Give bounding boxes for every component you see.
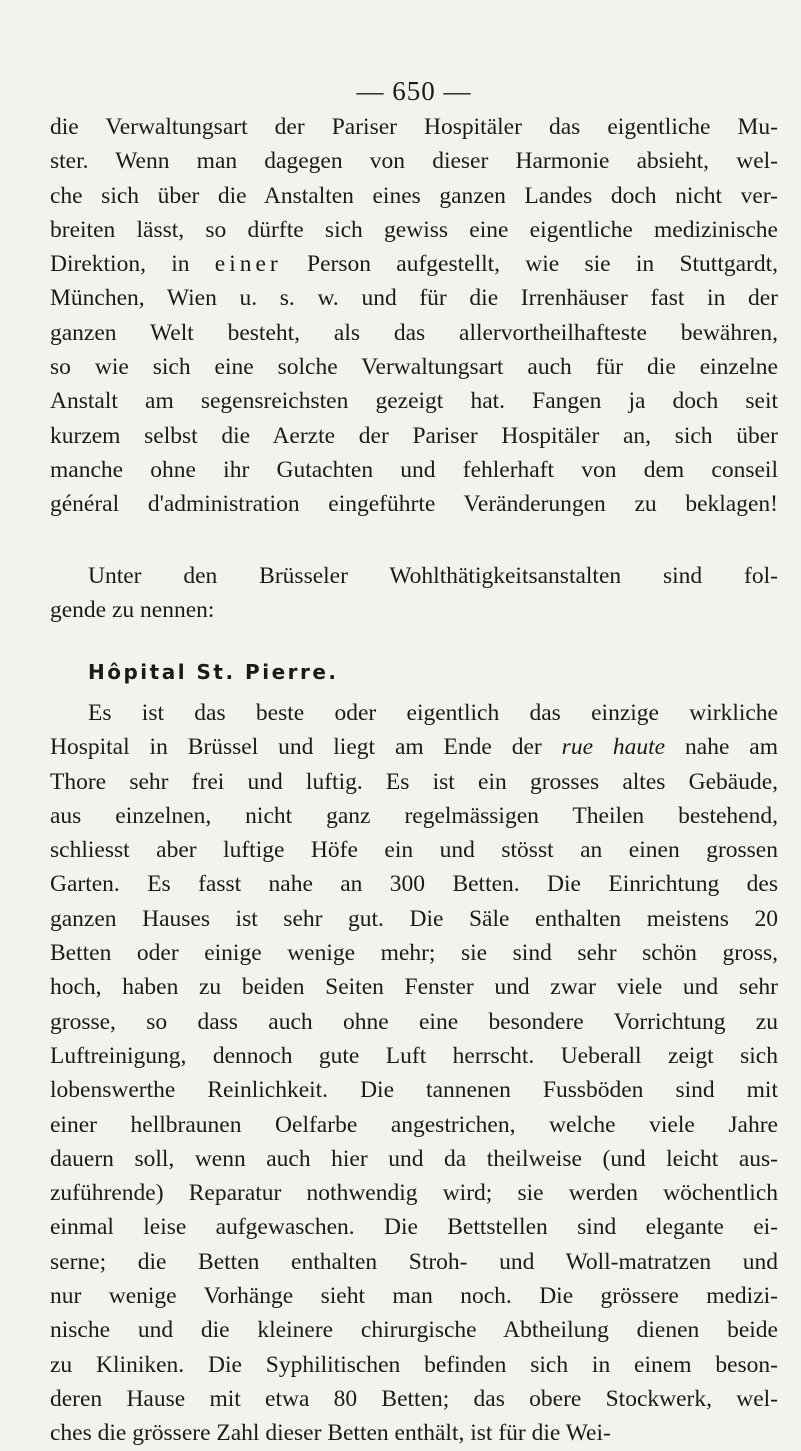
book-page <box>50 0 779 1447</box>
text-line: nische und die kleinere chirurgische Abtheilung dienen beide <box>50 1317 778 1344</box>
text-line: die Verwaltungsart der Pariser Hospitäler das eigentliche Mu- <box>50 114 778 140</box>
text-line: nur wenige Vorhänge sieht man noch. Die grössere medizi- <box>50 1283 778 1310</box>
paragraph-hopital-st-pierre <box>50 696 778 1451</box>
text-fragment: Direktion, in <box>50 251 190 278</box>
text-line: zuführende) Reparatur nothwendig wird; sie werden wöchentlich <box>50 1180 778 1207</box>
text-line: Es ist das beste oder eigentlich das einzige wirkliche <box>88 700 778 726</box>
text-line: Luftreinigung, dennoch gute Luft herrscht. Ueberall zeigt sich <box>50 1042 778 1069</box>
text-line: ster. Wenn man dagegen von dieser Harmonie absieht, wel- <box>50 148 778 175</box>
text-line: ganzen Welt besteht, als das allervortheilhafteste bewähren, <box>50 319 778 346</box>
italic-street-name: rue haute <box>561 734 666 761</box>
text-line: Betten oder einige wenige mehr; sie sind sehr schön gross, <box>50 940 778 967</box>
text-line: einmal leise aufgewaschen. Die Bettstellen sind elegante ei- <box>50 1214 778 1241</box>
text-line: Unter den Brüsseler Wohlthätigkeitsanstalten sind fol- <box>88 563 778 589</box>
paragraph-verwaltungsart <box>50 110 778 522</box>
text-line: München, Wien u. s. w. und für die Irrenhäuser fast in der <box>50 285 778 312</box>
text-line: ches die grössere Zahl dieser Betten enthält, ist für die Wei- <box>50 1420 611 1447</box>
text-line: serne; die Betten enthalten Stroh- und Woll-matratzen und <box>50 1248 778 1275</box>
text-line <box>50 730 778 764</box>
text-line: einer hellbraunen Oelfarbe angestrichen, welche viele Jahre <box>50 1111 778 1138</box>
text-line: hoch, haben zu beiden Seiten Fenster und zwar viele und sehr <box>50 974 778 1001</box>
text-line: aus einzelnen, nicht ganz regelmässigen Theilen bestehend, <box>50 802 778 829</box>
text-line: général d'administration eingeführte Veränderungen zu beklagen! <box>50 491 778 518</box>
paragraph-brüsseler-anstalten <box>50 559 778 628</box>
text-line: Anstalt am segensreichsten gezeigt hat. Fangen ja doch seit <box>50 388 778 415</box>
text-line: lobenswerthe Reinlichkeit. Die tannenen Fussböden sind mit <box>50 1077 778 1104</box>
text-line: gende zu nennen: <box>50 597 215 624</box>
text-line: che sich über die Anstalten eines ganzen Landes doch nicht ver- <box>50 182 778 209</box>
text-line: schliesst aber luftige Höfe ein und stösst an einen grossen <box>50 837 778 864</box>
text-line: grosse, so dass auch ohne eine besondere Vorrichtung zu <box>50 1008 778 1035</box>
text-line: kurzem selbst die Aerzte der Pariser Hospitäler an, sich über <box>50 422 778 449</box>
text-line: so wie sich eine solche Verwaltungsart auch für die einzelne <box>50 354 778 381</box>
text-line: Garten. Es fasst nahe an 300 Betten. Die Einrichtung des <box>50 871 778 898</box>
text-line: dauern soll, wenn auch hier und da theilweise (und leicht aus- <box>50 1145 778 1172</box>
emphasized-word: einer <box>214 251 282 278</box>
text-fragment: Hospital in Brüssel und liegt am Ende der <box>50 734 542 761</box>
text-line: Thore sehr frei und luftig. Es ist ein grosses altes Gebäude, <box>50 768 778 795</box>
section-heading: Hôpital St. Pierre. <box>88 660 339 684</box>
text-line <box>50 247 778 281</box>
text-fragment: Person aufgestellt, wie sie in Stuttgardt, <box>307 251 779 278</box>
text-line: zu Kliniken. Die Syphilitischen befinden sich in einem beson- <box>50 1351 778 1378</box>
text-fragment: nahe am <box>685 734 779 761</box>
text-line: manche ohne ihr Gutachten und fehlerhaft von dem conseil <box>50 456 778 483</box>
text-line: ganzen Hauses ist sehr gut. Die Säle enthalten meistens 20 <box>50 905 778 932</box>
text-line: breiten lässt, so dürfte sich gewiss eine eigentliche medizinische <box>50 216 778 243</box>
text-line: deren Hause mit etwa 80 Betten; das obere Stockwerk, wel- <box>50 1385 778 1412</box>
page-number: — 650 — <box>356 76 472 106</box>
